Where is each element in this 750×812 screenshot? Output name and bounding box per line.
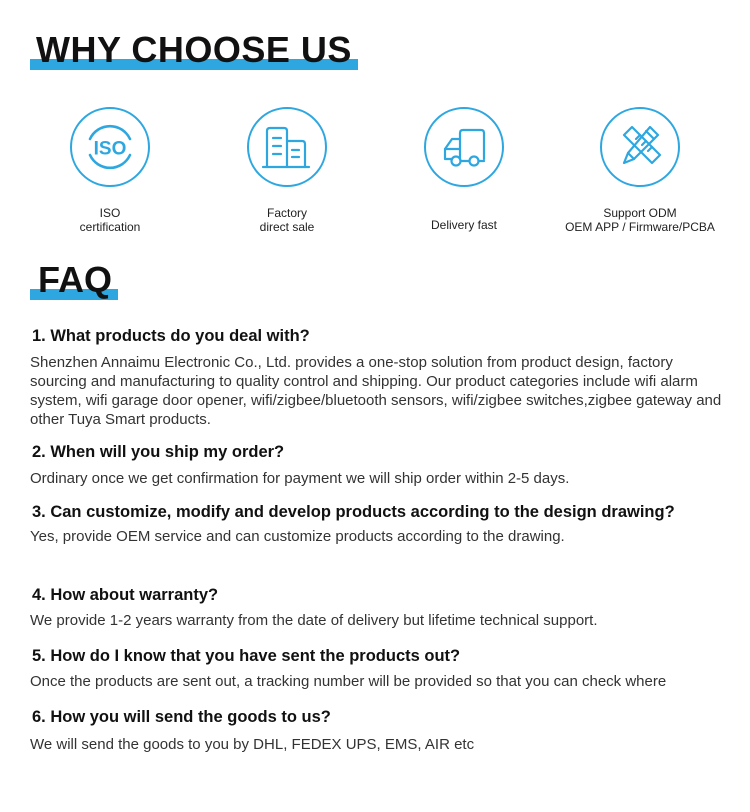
faq-item-2 — [30, 441, 730, 488]
feature-iso-line1: ISO — [99, 206, 121, 220]
feature-label — [197, 206, 377, 234]
faq-question: 3. Can customize, modify and develop products according to the design drawing? — [32, 503, 675, 521]
iso-icon — [70, 107, 150, 187]
faq-answer: We provide 1-2 years warranty from the date of delivery but lifetime technical support. — [30, 612, 598, 629]
faq-item-6 — [30, 706, 730, 754]
faq-question: 1. What products do you deal with? — [32, 327, 310, 345]
faq-answer: We will send the goods to you by DHL, FEDEX UPS, EMS, AIR etc — [30, 736, 475, 753]
faq-answer: Yes, provide OEM service and can customize products according to the drawing. — [30, 528, 565, 545]
faq-question: 4. How about warranty? — [32, 586, 219, 604]
faq-item-1 — [30, 325, 730, 429]
why-choose-us-title: WHY CHOOSE US — [36, 29, 352, 70]
faq-item-3 — [30, 501, 730, 546]
feature-factory-line1: Factory — [266, 206, 307, 220]
faq-item-5 — [30, 645, 730, 691]
feature-label — [374, 218, 554, 232]
why-choose-us-heading — [30, 30, 358, 70]
feature-factory-line2: direct sale — [259, 220, 315, 234]
feature-odm-line1: Support ODM — [603, 206, 677, 220]
feature-label — [20, 206, 200, 234]
factory-building-icon — [247, 107, 327, 187]
faq-title: FAQ — [38, 259, 113, 300]
faq-question: 5. How do I know that you have sent the products out? — [32, 647, 461, 665]
faq-answer: Once the products are sent out, a tracking number will be provided so that you can check where — [30, 673, 667, 690]
feature-iso-line2: certification — [79, 220, 141, 234]
feature-label — [550, 206, 730, 234]
feature-delivery-line1: Delivery fast — [430, 218, 498, 232]
faq-question: 6. How you will send the goods to us? — [32, 708, 331, 726]
feature-odm-line2: OEM APP / Firmware/PCBA — [565, 220, 715, 234]
faq-answer: Ordinary once we get confirmation for payment we will ship order within 2-5 days. — [30, 470, 570, 487]
faq-answer: Shenzhen Annaimu Electronic Co., Ltd. provides a one-stop solution from product design, factory sourcing and manufacturing to quality control and shipping. Our product categories include wifi alarm system, wifi garage door opener, wifi/zigbee/bluetooth sensors, wifi/zigbee switches,zigbee gateway and other Tuya Smart products. — [30, 354, 722, 428]
faq-heading — [30, 260, 118, 300]
faq-item-4 — [30, 584, 730, 630]
features-row — [20, 107, 730, 237]
iso-icon-text: ISO — [93, 138, 127, 160]
delivery-truck-icon — [424, 107, 504, 187]
pencil-ruler-icon — [600, 107, 680, 187]
faq-question: 2. When will you ship my order? — [32, 443, 285, 461]
